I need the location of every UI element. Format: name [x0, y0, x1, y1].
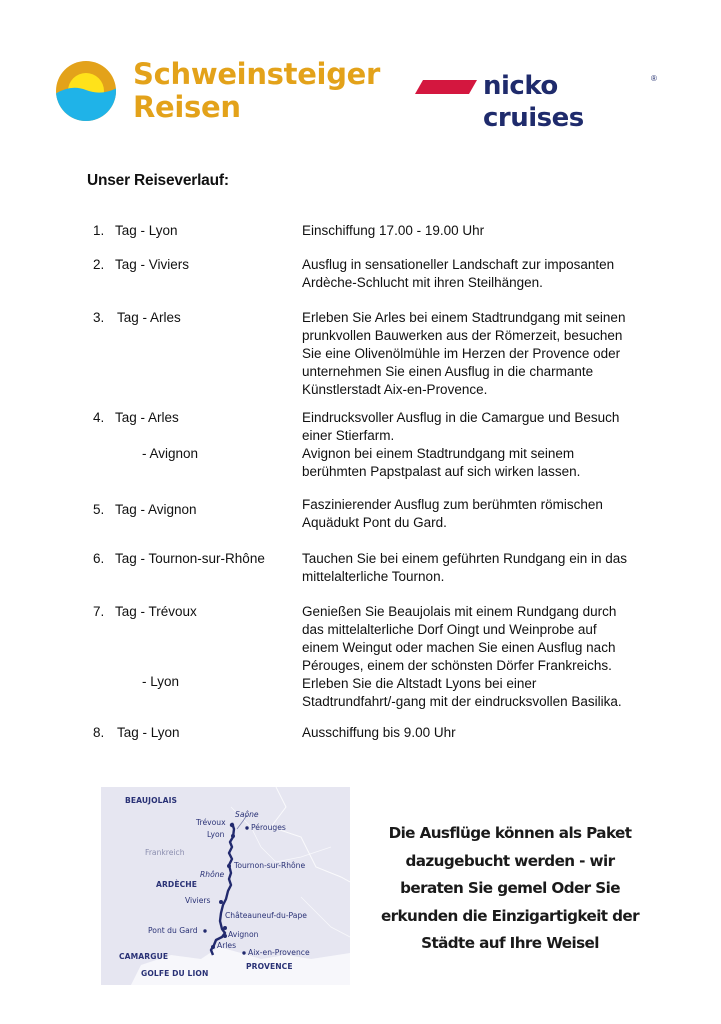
- region-golfe-du-lion: GOLFE DU LION: [141, 969, 209, 978]
- brand-name: [133, 58, 380, 124]
- city-lyon: Lyon: [207, 830, 225, 839]
- promo-line: beraten Sie gemel Oder Sie: [400, 879, 620, 897]
- day-place: Tag - Lyon: [117, 725, 180, 740]
- desc-line: Genießen Sie Beaujolais mit einem Rundgang durch: [302, 604, 617, 619]
- day-description: [302, 222, 662, 240]
- day-place: Tag - Tournon-sur-Rhône: [115, 551, 265, 566]
- day-number: 2.: [93, 257, 105, 272]
- desc-line: das mittelalterliche Dorf Oingt und Weinprobe auf: [302, 622, 597, 637]
- day-number: 8.: [93, 725, 105, 740]
- desc-line: Sie eine Olivenölmühle im Herzen der Provence oder: [302, 346, 621, 361]
- desc-line: Eindrucksvoller Ausflug in die Camargue und Besuch: [302, 410, 620, 425]
- day-description: [302, 724, 662, 742]
- city-pont-du-gard: Pont du Gard: [148, 926, 198, 935]
- route-map: [101, 787, 350, 985]
- desc-line: mittelalterliche Tournon.: [302, 569, 445, 584]
- desc-line: berühmten Papstpalast auf sich wirken lassen.: [302, 464, 581, 479]
- region-ardeche: ARDÈCHE: [156, 880, 198, 889]
- day-description: [302, 550, 662, 586]
- promo-line: Die Ausflüge können als Paket: [388, 824, 632, 842]
- promo-line: erkunden die Einzigartigkeit der: [380, 906, 640, 925]
- day-sub-place: - Avignon: [142, 446, 199, 461]
- desc-line: Avignon bei einem Stadtrundgang mit seinem: [302, 446, 575, 461]
- desc-line: Ardèche-Schlucht mit ihren Steilhängen.: [302, 275, 543, 290]
- country-label: Frankreich: [145, 848, 185, 857]
- region-beaujolais: BEAUJOLAIS: [125, 796, 178, 805]
- desc-line: Ausflug in sensationeller Landschaft zur imposanten: [302, 257, 615, 272]
- day-place: Tag - Arles: [115, 410, 179, 425]
- excursion-promo-text: [370, 820, 650, 958]
- sun-over-sea-icon: [55, 60, 117, 122]
- day-description: [302, 309, 662, 399]
- registered-mark: ®: [651, 74, 657, 83]
- marker-perouges: [245, 826, 248, 829]
- day-number: 5.: [93, 502, 105, 517]
- day-place: Tag - Lyon: [115, 223, 178, 238]
- day-description: [302, 256, 662, 292]
- desc-line: Faszinierender Ausflug zum berühmten römischen: [302, 497, 603, 512]
- day-number: 3.: [93, 310, 105, 325]
- day-number: 1.: [93, 223, 105, 238]
- day-place: Tag - Viviers: [115, 257, 190, 272]
- marker-arles: [211, 945, 215, 949]
- red-slash-icon: [415, 80, 477, 94]
- region-provence: PROVENCE: [246, 962, 293, 971]
- day-place: Tag - Arles: [117, 310, 181, 325]
- city-perouges: Pérouges: [251, 823, 286, 832]
- desc-line: Pérouges, einem der schönsten Dörfer Frankreichs.: [302, 658, 612, 673]
- city-chateauneuf: Châteauneuf-du-Pape: [225, 911, 307, 920]
- desc-line: einem Weingut oder machen Sie einen Ausflug nach: [302, 640, 616, 655]
- city-avignon: Avignon: [228, 930, 259, 939]
- marker-avignon: [223, 934, 227, 938]
- promo-line: Städte auf Ihre Weisel: [421, 934, 599, 952]
- river-rhone-label: Rhône: [200, 870, 225, 879]
- marker-aix: [242, 951, 245, 954]
- desc-line: unternehmen Sie einen Ausflug in die charmante: [302, 364, 594, 379]
- city-viviers: Viviers: [185, 896, 211, 905]
- river-saone-label: Saône: [235, 810, 259, 819]
- city-trevoux: Trévoux: [196, 818, 226, 827]
- desc-line: Erleben Sie Arles bei einem Stadtrundgang mit seinen: [302, 310, 626, 325]
- brand-name-line1: Schweinsteiger: [133, 57, 381, 91]
- desc-line: Stadtrundfahrt/-gang mit der eindrucksvollen Basilika.: [302, 694, 622, 709]
- itinerary-heading: Unser Reiseverlauf:: [87, 172, 229, 189]
- desc-line: Aquädukt Pont du Gard.: [302, 515, 447, 530]
- desc-line: Tauchen Sie bei einem geführten Rundgang ein in das: [302, 551, 627, 566]
- day-description: [302, 603, 662, 711]
- city-arles: Arles: [217, 941, 237, 950]
- city-tournon: Tournon-sur-Rhône: [234, 861, 306, 870]
- desc-line: Künstlerstadt Aix-en-Provence.: [302, 382, 488, 397]
- day-number: 7.: [93, 604, 105, 619]
- day-description: [302, 409, 662, 481]
- marker-trevoux: [230, 823, 234, 827]
- schweinsteiger-reisen-logo: [55, 58, 385, 128]
- marker-pont-du-gard: [203, 929, 206, 932]
- day-place: Tag - Trévoux: [115, 604, 197, 619]
- day-number: 6.: [93, 551, 105, 566]
- day-description: [302, 496, 662, 532]
- region-camargue: CAMARGUE: [119, 952, 169, 961]
- marker-lyon: [231, 834, 235, 838]
- desc-line: prunkvollen Bauwerken aus der Römerzeit, besuchen: [302, 328, 623, 343]
- nicko-cruises-wordmark: nicko cruises: [483, 71, 584, 133]
- nicko-cruises-logo: [415, 70, 665, 133]
- brand-name-line2: Reisen: [133, 90, 241, 124]
- border-line: [301, 897, 350, 937]
- desc-line: einer Stierfarm.: [302, 428, 395, 443]
- marker-viviers: [219, 900, 223, 904]
- marker-tournon: [227, 864, 231, 868]
- desc-line: Erleben Sie die Altstadt Lyons bei einer: [302, 676, 537, 691]
- city-aix: Aix-en-Provence: [248, 948, 310, 957]
- desc-line: Ausschiffung bis 9.00 Uhr: [302, 725, 456, 740]
- day-number: 4.: [93, 410, 105, 425]
- promo-line: dazugebucht werden - wir: [405, 851, 615, 870]
- marker-chateauneuf: [223, 926, 227, 930]
- day-place: Tag - Avignon: [115, 502, 197, 517]
- day-sub-place: - Lyon: [142, 674, 180, 689]
- desc-line: Einschiffung 17.00 - 19.00 Uhr: [302, 223, 485, 238]
